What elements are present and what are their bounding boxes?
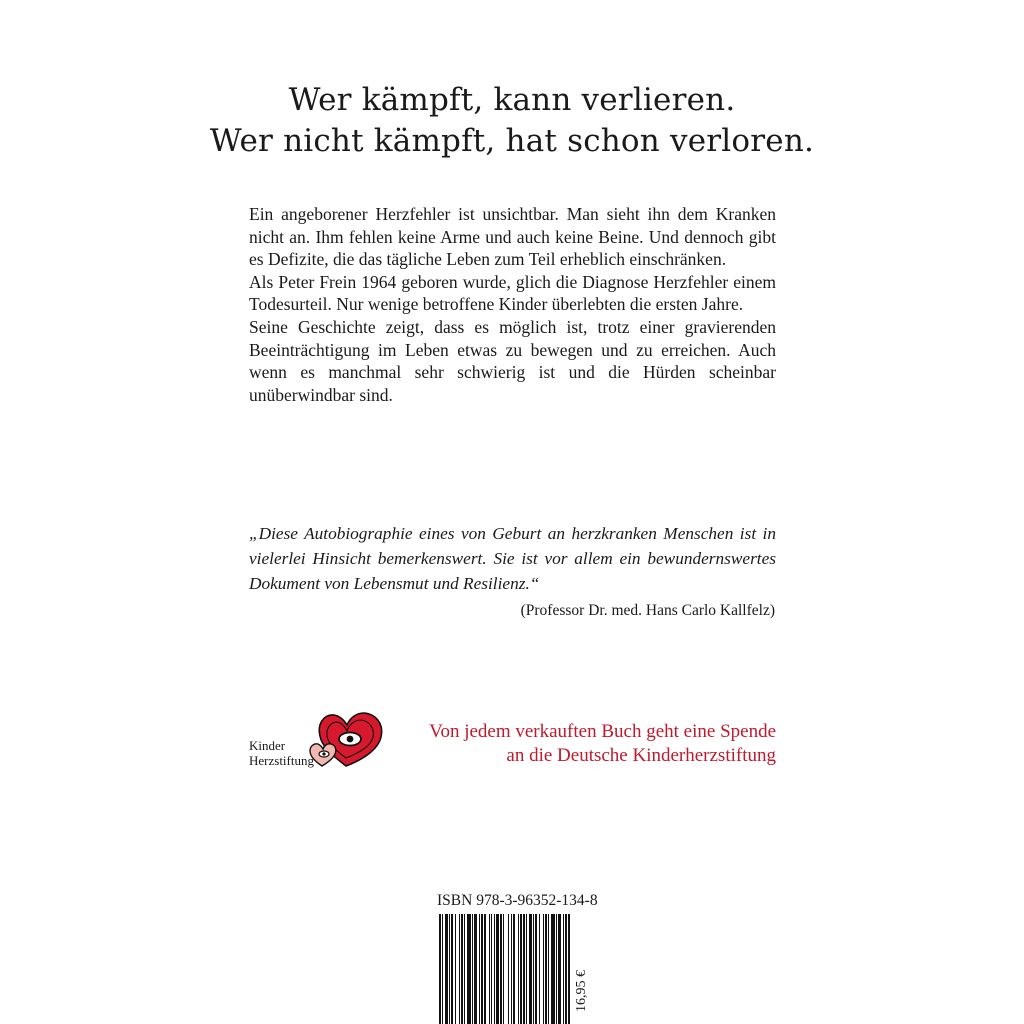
barcode-bar	[548, 914, 549, 1024]
blurb-paragraph-2: Als Peter Frein 1964 geboren wurde, glich die Diagnose Herzfehler einem Todesurteil. Nur wenige betroffene Kinder überlebten die ersten Jahre.	[249, 271, 776, 315]
blurb-paragraph-3: Seine Geschichte zeigt, dass es möglich ist, trotz einer gravierenden Beeinträchtigung im Leben etwas zu bewegen und zu erreichen. Auch wenn es manchmal sehr schwierig ist und die Hürden scheinbar unüberwindbar sind.	[249, 316, 776, 405]
barcode-bar	[455, 914, 456, 1024]
barcode-bar	[464, 914, 465, 1024]
barcode-bar	[535, 914, 537, 1024]
barcode-bar	[508, 914, 509, 1024]
quote-attribution: (Professor Dr. med. Hans Carlo Kallfelz)	[520, 602, 775, 619]
barcode-bar	[533, 914, 534, 1024]
hearts-logo-icon	[306, 708, 386, 770]
barcode-bar	[551, 914, 555, 1024]
eye-pupil	[347, 736, 354, 743]
barcode	[439, 914, 570, 1024]
barcode-bar	[568, 914, 570, 1024]
barcode-bar	[523, 914, 525, 1024]
barcode-bar	[439, 914, 441, 1024]
barcode-bar	[558, 914, 561, 1024]
logo-text-line-2: Herzstiftung	[249, 753, 314, 768]
barcode-bar	[518, 914, 519, 1024]
barcode-bar	[545, 914, 547, 1024]
barcode-bar	[491, 914, 492, 1024]
barcode-bar	[481, 914, 483, 1024]
barcode-bar	[459, 914, 460, 1024]
donation-note	[376, 720, 776, 768]
barcode-bar	[563, 914, 564, 1024]
barcode-bar	[565, 914, 567, 1024]
barcode-bar	[556, 914, 557, 1024]
barcode-bar	[467, 914, 471, 1024]
barcode-bar	[511, 914, 512, 1024]
barcode-bar	[503, 914, 504, 1024]
donation-line-1: Von jedem verkauften Buch geht eine Spende	[429, 721, 776, 742]
motto-line-2: Wer nicht kämpft, hat schon verloren.	[209, 123, 815, 159]
barcode-bar	[451, 914, 453, 1024]
barcode-bar	[513, 914, 515, 1024]
barcode-bar	[539, 914, 540, 1024]
isbn-text: ISBN 978-3-96352-134-8	[437, 892, 598, 909]
barcode-bar	[442, 914, 443, 1024]
review-quote: „Diese Autobiographie eines von Geburt an herzkranken Menschen ist in vielerlei Hinsicht bemerkenswert. Sie ist vor allem ein bewundernswertes Dokument von Lebensmut und Resilienz.“	[249, 524, 776, 593]
barcode-bar	[520, 914, 522, 1024]
barcode-bar	[496, 914, 499, 1024]
barcode-bar	[484, 914, 486, 1024]
barcode-bar	[500, 914, 502, 1024]
barcode-bar	[461, 914, 463, 1024]
price-label: 16,95 €	[574, 970, 589, 1012]
barcode-bar	[474, 914, 477, 1024]
barcode-bar	[529, 914, 532, 1024]
motto	[0, 80, 1024, 162]
logo-text-line-1: Kinder	[249, 738, 286, 753]
small-eye-pupil	[322, 752, 325, 755]
barcode-bar	[445, 914, 448, 1024]
barcode-bar	[449, 914, 450, 1024]
donation-line-2: an die Deutsche Kinderherzstiftung	[506, 745, 776, 766]
blurb-paragraph-1: Ein angeborener Herzfehler ist unsichtbar. Man sieht ihn dem Kranken nicht an. Ihm fehlen keine Arme und auch keine Beine. Und dennoch gibt es Defizite, die das tägliche Leben zum Teil erheblich einschränken.	[249, 204, 776, 270]
kinderherzstiftung-logo-text	[249, 738, 314, 768]
barcode-bar	[543, 914, 544, 1024]
barcode-bar	[489, 914, 490, 1024]
barcode-bar	[526, 914, 527, 1024]
motto-line-1: Wer kämpft, kann verlieren.	[288, 82, 736, 118]
barcode-bar	[472, 914, 473, 1024]
blurb-text	[249, 203, 776, 406]
barcode-bar	[494, 914, 495, 1024]
barcode-bar	[479, 914, 480, 1024]
